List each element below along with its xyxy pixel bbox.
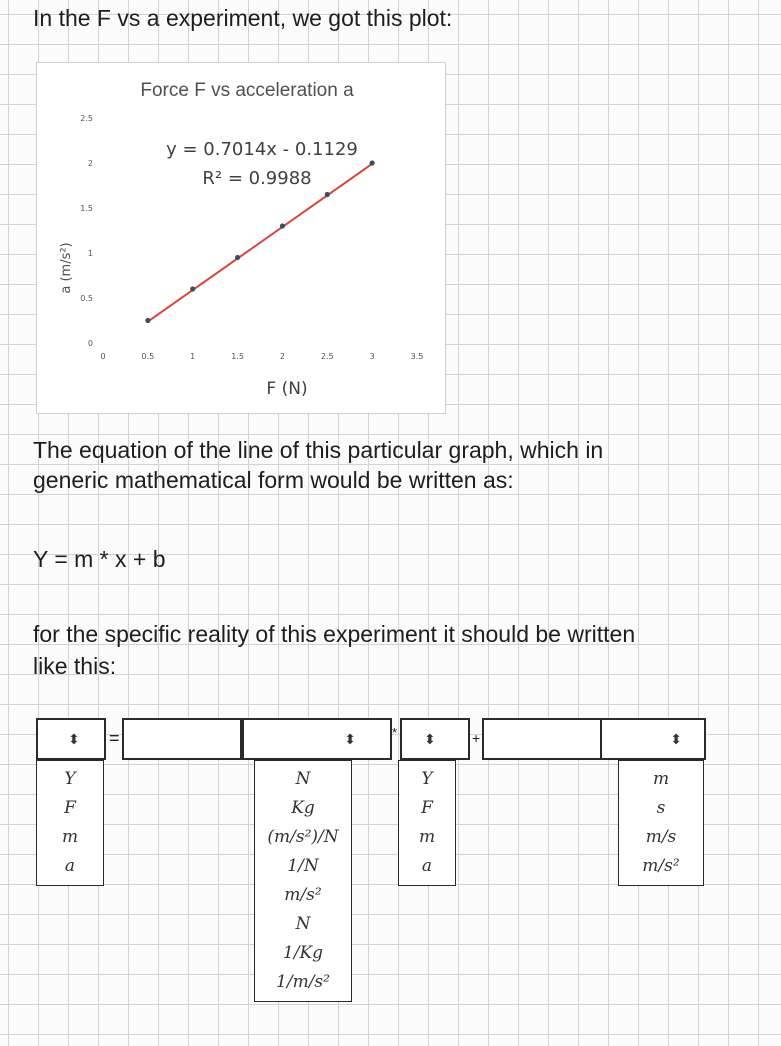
x-variable-option[interactable]: m (418, 827, 436, 847)
equals-sign: = (109, 728, 120, 748)
intercept-value-input[interactable] (482, 718, 602, 760)
y-variable-select[interactable] (36, 718, 106, 760)
slope-units-option[interactable]: 1/N (287, 856, 319, 876)
chart (36, 62, 446, 414)
data-point (145, 318, 150, 323)
plus-sign: + (472, 730, 481, 746)
paragraph-line-2: generic mathematical form would be written as: (33, 467, 514, 493)
select-arrows-icon: ⬍ (68, 731, 80, 747)
y-variable-option[interactable]: m (61, 827, 79, 847)
slope-units-option[interactable]: N (295, 769, 311, 789)
trendline-equation: y = 0.7014x - 0.1129 (166, 139, 358, 160)
y-tick-label: 0 (87, 339, 93, 348)
intercept-units-option[interactable]: m/s² (642, 856, 680, 876)
y-axis-label: a (m/s²) (59, 242, 74, 294)
y-variable-options[interactable] (36, 760, 104, 886)
slope-units-select[interactable] (242, 718, 392, 760)
specific-text-line-1: for the specific reality of this experiment it should be written (33, 621, 636, 647)
y-tick-label: 0.5 (80, 294, 93, 303)
y-variable-option[interactable]: Y (64, 769, 76, 789)
slope-value-input[interactable] (122, 718, 242, 760)
data-point (370, 160, 375, 165)
x-variable-select[interactable] (400, 718, 470, 760)
x-tick-label: 0.5 (141, 352, 155, 361)
intercept-units-select[interactable] (600, 718, 706, 760)
y-variable-option[interactable]: a (64, 856, 76, 876)
x-variable-options[interactable] (398, 760, 456, 886)
intercept-units-options[interactable] (618, 760, 704, 886)
data-point (235, 255, 240, 260)
intro-text: In the F vs a experiment, we got this plot: (33, 5, 453, 31)
y-tick-label: 1 (87, 249, 93, 258)
specific-text-line-2: like this: (33, 653, 117, 679)
x-variable-option[interactable]: a (421, 856, 433, 876)
x-tick-label: 1 (190, 352, 196, 361)
slope-units-option[interactable]: N (295, 914, 311, 934)
x-tick-label: 1.5 (231, 352, 244, 361)
slope-units-option[interactable]: 1/Kg (282, 943, 324, 963)
generic-equation: Y = m * x + b (33, 546, 166, 572)
data-point (325, 192, 330, 197)
x-variable-option[interactable]: Y (421, 769, 433, 789)
x-tick-label: 2 (279, 352, 285, 361)
select-arrows-icon: ⬍ (424, 731, 436, 747)
slope-units-option[interactable]: Kg (291, 798, 315, 818)
y-tick-label: 2.5 (80, 114, 93, 123)
x-tick-label: 3.5 (410, 352, 424, 361)
select-arrows-icon: ⬍ (344, 731, 356, 747)
x-tick-label: 0 (100, 352, 106, 361)
paragraph-line-1: The equation of the line of this particular graph, which in (33, 437, 604, 463)
chart-svg (37, 63, 447, 415)
data-point (190, 286, 195, 291)
y-tick-label: 2 (87, 159, 93, 168)
r-squared-label: R² = 0.9988 (202, 168, 312, 189)
chart-title: Force F vs acceleration a (140, 80, 354, 101)
slope-units-option[interactable]: m/s² (284, 885, 322, 905)
select-arrows-icon: ⬍ (670, 731, 682, 747)
intercept-units-option[interactable]: m (652, 769, 670, 789)
x-tick-label: 3 (369, 352, 375, 361)
x-axis-label: F (N) (266, 379, 308, 399)
x-tick-label: 2.5 (320, 352, 334, 361)
slope-units-option[interactable]: 1/m/s² (276, 972, 330, 992)
x-variable-option[interactable]: F (421, 798, 433, 818)
intercept-units-option[interactable]: s (656, 798, 666, 818)
multiply-sign: * (392, 725, 398, 740)
slope-units-options[interactable] (254, 760, 352, 1002)
y-tick-label: 1.5 (80, 204, 93, 213)
intercept-units-option[interactable]: m/s (645, 827, 677, 847)
slope-units-option[interactable]: (m/s²)/N (267, 827, 339, 847)
y-variable-option[interactable]: F (64, 798, 76, 818)
data-point (280, 223, 285, 228)
